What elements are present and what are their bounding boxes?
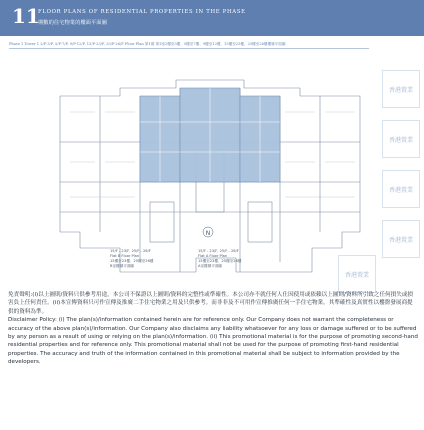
watermark-text: 香港置業 xyxy=(388,136,413,144)
disclaimer-en: Disclaimer Policy: (i) The plan(s)/information contained herein are for reference only. Our Company does not warrant the completeness or accuracy of the above plan(s)/information. Our Company also disclaims any liability whatsoever for any loss or damage suffered or to be suffered by any person as a result of using or relying on the plan(s)/information. (ii) This promotional material is for the purpose of promoting second-hand residential properties and for reference only. This promotional material shall not be used for the purpose of promoting first-hand residential properties. The accuracy and truth of the information contained in this promotional material shall be subject to information provided by the developers. xyxy=(8,317,418,366)
watermark-logo xyxy=(382,120,420,158)
flat-a-note xyxy=(198,249,242,268)
floor-plan-drawing xyxy=(0,52,424,288)
watermark-logo xyxy=(382,220,420,258)
section-title-en: FLOOR PLANS OF RESIDENTIAL PROPERTIES IN THE PHASE xyxy=(38,9,246,15)
note-line: 15樓至23樓、25樓至26樓 xyxy=(110,259,154,263)
watermark-logo xyxy=(382,70,420,108)
note-line: Flat A Floor Plan xyxy=(198,254,228,258)
section-title-zh: 期數的住宅物業的樓面平面圖 xyxy=(38,20,107,26)
section-header xyxy=(0,0,424,36)
note-line: 15/F - 23/F, 25/F - 26/F xyxy=(110,249,151,253)
disclaimer-zh: 免責聲明:(i)以上圖則/資料只供參考用途。本公司不保證以上圖則/資料的完整性或準確性。本公司亦不就任何人仕因使用或依賴以上圖則/資料所引致之任何損失或損害負上任何責任。(ii)本宣傳資料只可作宣傳及推廣二手住宅物業之用及只供參考。而非非及不可用作宣傳推廣任何一手住宅物業。其準確性及真實性以樓盤發展商提供的資料為準。 xyxy=(8,292,414,315)
section-number: 11 xyxy=(12,4,40,28)
watermark-text: 香港置業 xyxy=(388,86,413,94)
disclaimer xyxy=(8,291,418,367)
floor-plan-subtitle: Phase 1 Tower 1 2/F-3/F, 5/F-7/F, 9/F-12/F, 15/F-23/F, 25/F-26/F Floor Plan 第1期 第1座2樓至3樓、5樓至7樓、9樓至12樓、15樓至23樓、25樓至26樓樓層平面圖 xyxy=(9,42,286,46)
north-label: N xyxy=(205,230,211,237)
note-line: Flat B Floor Plan xyxy=(110,254,140,258)
flat-b-note xyxy=(110,249,154,268)
watermark-text: 香港置業 xyxy=(388,236,413,244)
note-line: 15樓至23樓、25樓至26樓 xyxy=(198,259,242,263)
watermark-text: 香港置業 xyxy=(344,271,369,279)
note-line: A室樓層平面圖 xyxy=(198,264,223,268)
watermark-text: 香港置業 xyxy=(388,186,413,194)
watermark-logo xyxy=(338,255,376,293)
note-line: B室樓層平面圖 xyxy=(110,264,135,268)
watermark-logo xyxy=(382,170,420,208)
note-line: 15/F - 23/F, 25/F - 26/F xyxy=(198,249,239,253)
subtitle-divider xyxy=(9,48,369,49)
